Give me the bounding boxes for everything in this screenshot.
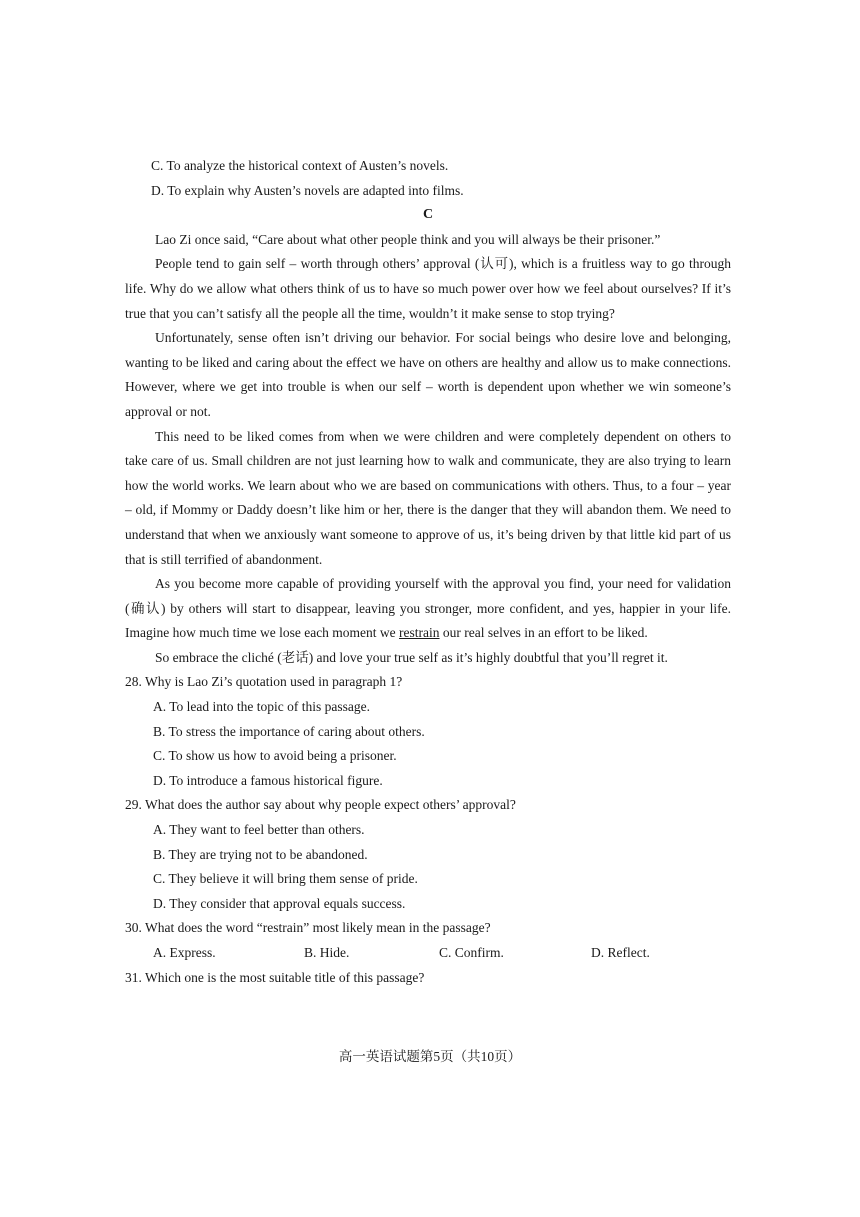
- question-28: [125, 670, 731, 793]
- passage-paragraph-4: This need to be liked comes from when we were children and were completely dependent on others to take care of us. Small children are not just learning how to walk and communicate, they are also trying to learn how the world works. We learn about who we are based on communications with others. Thus, to a four – year – old, if Mommy or Daddy doesn’t like him or her, there is the danger that they will abandon them. We need to understand that when we anxiously want someone to approve of us, it’s being driven by that little kid part of us that is still terrified of abandonment.: [125, 428, 731, 567]
- question-31: [125, 966, 731, 991]
- question-31-stem: 31. Which one is the most suitable title of this passage?: [125, 969, 425, 985]
- passage-paragraph-6: So embrace the cliché (老话) and love your true self as it’s highly doubtful that you’ll regret it.: [155, 649, 668, 665]
- question-29-stem: 29. What does the author say about why people expect others’ approval?: [125, 797, 516, 813]
- question-29-option-a: A. They want to feel better than others.: [153, 822, 365, 838]
- question-28-option-b: B. To stress the importance of caring about others.: [153, 723, 425, 739]
- question-30-stem: 30. What does the word “restrain” most likely mean in the passage?: [125, 920, 491, 936]
- question-28-option-a: A. To lead into the topic of this passage.: [153, 699, 371, 715]
- question-28-stem: 28. Why is Lao Zi’s quotation used in paragraph 1?: [125, 674, 403, 690]
- question-30-options: [125, 941, 731, 966]
- question-30-option-b: B. Hide.: [304, 945, 350, 960]
- page-footer: 高一英语试题第5页（共10页）: [338, 1049, 522, 1064]
- question-28-option-c: C. To show us how to avoid being a prisoner.: [153, 748, 397, 764]
- question-29-option-c: C. They believe it will bring them sense of pride.: [153, 871, 418, 887]
- question-29: [125, 793, 731, 916]
- question-30-option-d: D. Reflect.: [591, 945, 650, 960]
- underlined-word-restrain: restrain: [399, 625, 440, 641]
- question-30-option-a: A. Express.: [153, 945, 216, 960]
- passage-paragraph-5: [125, 572, 731, 646]
- question-29-option-d: D. They consider that approval equals success.: [153, 895, 406, 911]
- section-heading: C: [422, 207, 434, 223]
- passage-paragraph-1: Lao Zi once said, “Care about what other people think and you will always be their prisoner.”: [155, 231, 661, 247]
- paragraph-5-text-b: our real selves in an effort to be liked.: [439, 625, 648, 641]
- paragraph-5-text-a: As you become more capable of providing yourself with the approval you find, your need for validation (确认) by others will start to disappear, leaving you stronger, more confident, and yes, happier in your life. Imagine how much time we lose each moment we: [125, 576, 731, 641]
- question-29-option-b: B. They are trying not to be abandoned.: [153, 846, 368, 862]
- question-30: [125, 916, 731, 965]
- exam-page: [125, 154, 731, 990]
- prev-question-option-d: D. To explain why Austen’s novels are adapted into films.: [151, 182, 464, 198]
- passage-paragraph-3: Unfortunately, sense often isn’t driving our behavior. For social beings who desire love and belonging, wanting to be liked and caring about the effect we have on others are healthy and allow us to make connections. However, where we get into trouble is when our self – worth is dependent upon whether we win someone’s approval or not.: [125, 330, 731, 419]
- question-28-option-d: D. To introduce a famous historical figure.: [153, 772, 383, 788]
- passage-paragraph-2: People tend to gain self – worth through others’ approval (认可), which is a fruitless way to go through life. Why do we allow what others think of us to have so much power over how we feel about ourselves? If it’s true that you can’t satisfy all the people all the time, wouldn’t it make sense to stop trying?: [125, 256, 731, 321]
- question-30-option-c: C. Confirm.: [439, 945, 504, 960]
- prev-question-option-c: C. To analyze the historical context of Austen’s novels.: [151, 158, 449, 173]
